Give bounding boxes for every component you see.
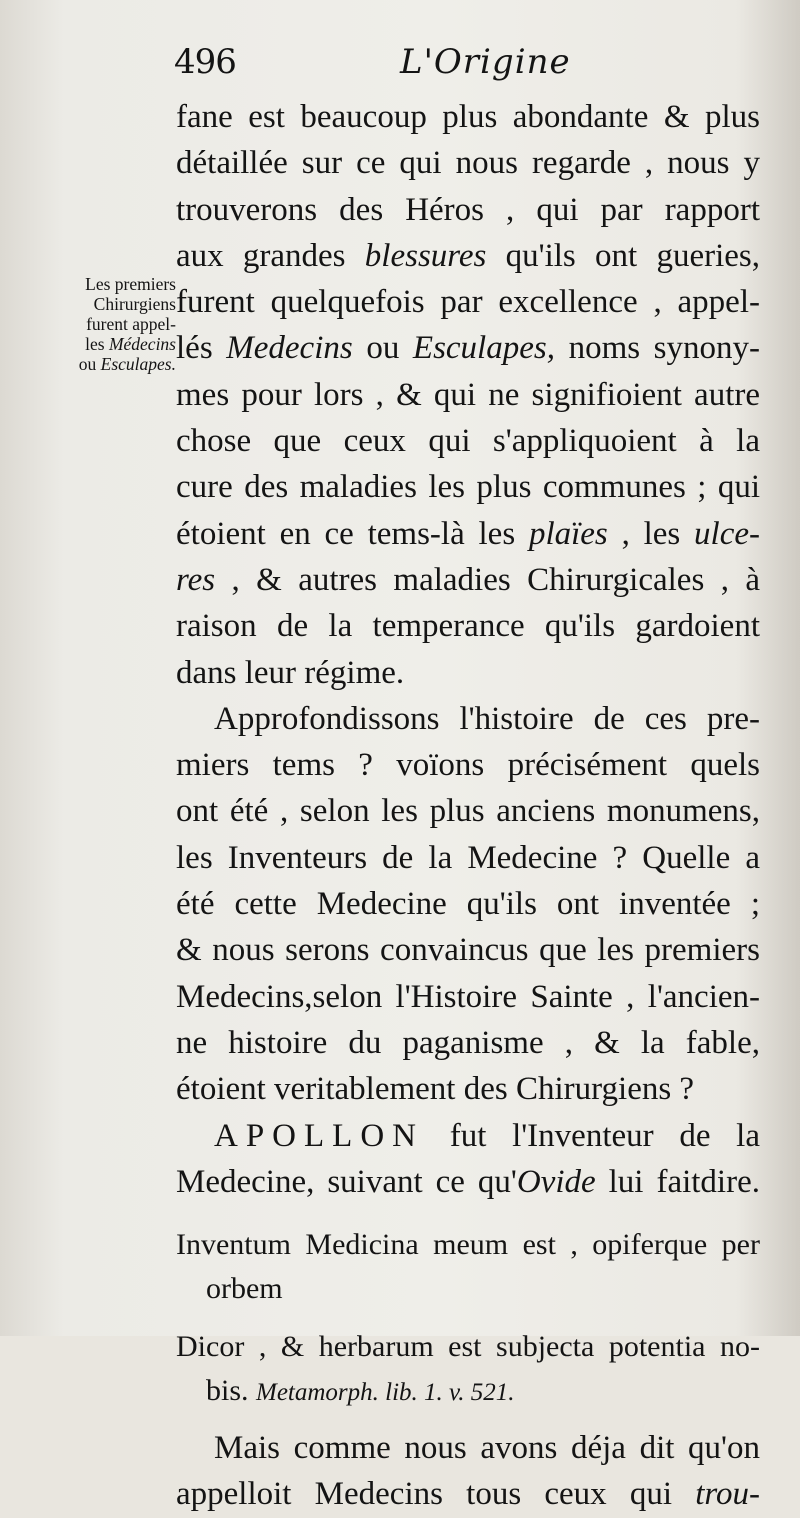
text-line: Approfondissons l'histoire de ces pre- — [214, 700, 760, 737]
text-line: aux grandes blessures qu'ils ont gueries, — [176, 237, 760, 274]
margin-note-line: furent appel- — [86, 314, 176, 334]
text-line: les Inventeurs de la Medecine ? Quelle a — [176, 839, 760, 876]
text-line: dans leur régime. — [176, 654, 405, 691]
paragraph — [176, 94, 760, 696]
text-line: étoient veritablement des Chirurgiens ? — [176, 1071, 695, 1108]
page-header — [170, 42, 760, 90]
text-line: appelloit Medecins tous ceux qui trou- — [176, 1476, 760, 1513]
citation: Metamorph. lib. 1. v. 521. — [256, 1379, 515, 1407]
page-number: 496 — [174, 42, 236, 82]
text-line: trouverons des Héros , qui par rapport — [176, 191, 760, 228]
text-line: ne histoire du paganisme , & la fable, — [176, 1024, 760, 1061]
text-line: chose que ceux qui s'appliquoient à la — [176, 423, 760, 460]
margin-note-line: Chirurgiens — [93, 294, 176, 314]
latin-quotation — [176, 1223, 760, 1413]
quotation-line: bis. Metamorph. lib. 1. v. 521. — [206, 1374, 515, 1408]
running-title: L'Origine — [400, 42, 571, 82]
quotation-line: Dicor , & herbarum est subjecta potentia no- — [176, 1330, 760, 1364]
margin-note — [26, 274, 176, 374]
text-line: miers tems ? voïons précisément quels — [176, 747, 760, 784]
margin-note-line: les Médecins — [85, 334, 176, 354]
text-line: Mais comme nous avons déja dit qu'on — [214, 1430, 760, 1467]
text-line: & nous serons convaincus que les premiers — [176, 932, 760, 969]
text-line: furent quelquefois par excellence , appel- — [176, 284, 760, 321]
quotation-line: Inventum Medicina meum est , opiferque per — [176, 1228, 760, 1262]
paragraph — [176, 1113, 760, 1206]
text-line: raison de la temperance qu'ils gardoient — [176, 608, 760, 645]
margin-note-line: ou Esculapes. — [78, 354, 176, 374]
text-line: ont été , selon les plus anciens monumens, — [176, 793, 760, 830]
margin-note-line: Les premiers — [85, 274, 176, 294]
text-line: fane est beaucoup plus abondante & plus — [176, 99, 760, 135]
text-line: Medecins,selon l'Histoire Sainte , l'ancien- — [176, 978, 760, 1015]
paragraph — [176, 696, 760, 1113]
text-line: été cette Medecine qu'ils ont inventée ; — [176, 886, 760, 923]
text-line: mes pour lors , & qui ne signifioient autre — [176, 376, 760, 413]
text-line: cure des maladies les plus communes ; qui — [176, 469, 760, 506]
text-line: lés Medecins ou Esculapes, noms synony- — [176, 330, 760, 367]
paragraph — [176, 1425, 760, 1518]
body-text — [176, 94, 760, 1518]
text-line: étoient en ce tems-là les plaïes , les ulce- — [176, 515, 760, 552]
text-line: APOLLON fut l'Inventeur de la — [214, 1117, 760, 1154]
text-line: détaillée sur ce qui nous regarde , nous y — [176, 145, 760, 182]
text-line: res , & autres maladies Chirurgicales , à — [176, 561, 760, 598]
text-line: Medecine, suivant ce qu'Ovide lui faitdire. — [176, 1163, 760, 1200]
quotation-line: orbem — [206, 1272, 283, 1306]
